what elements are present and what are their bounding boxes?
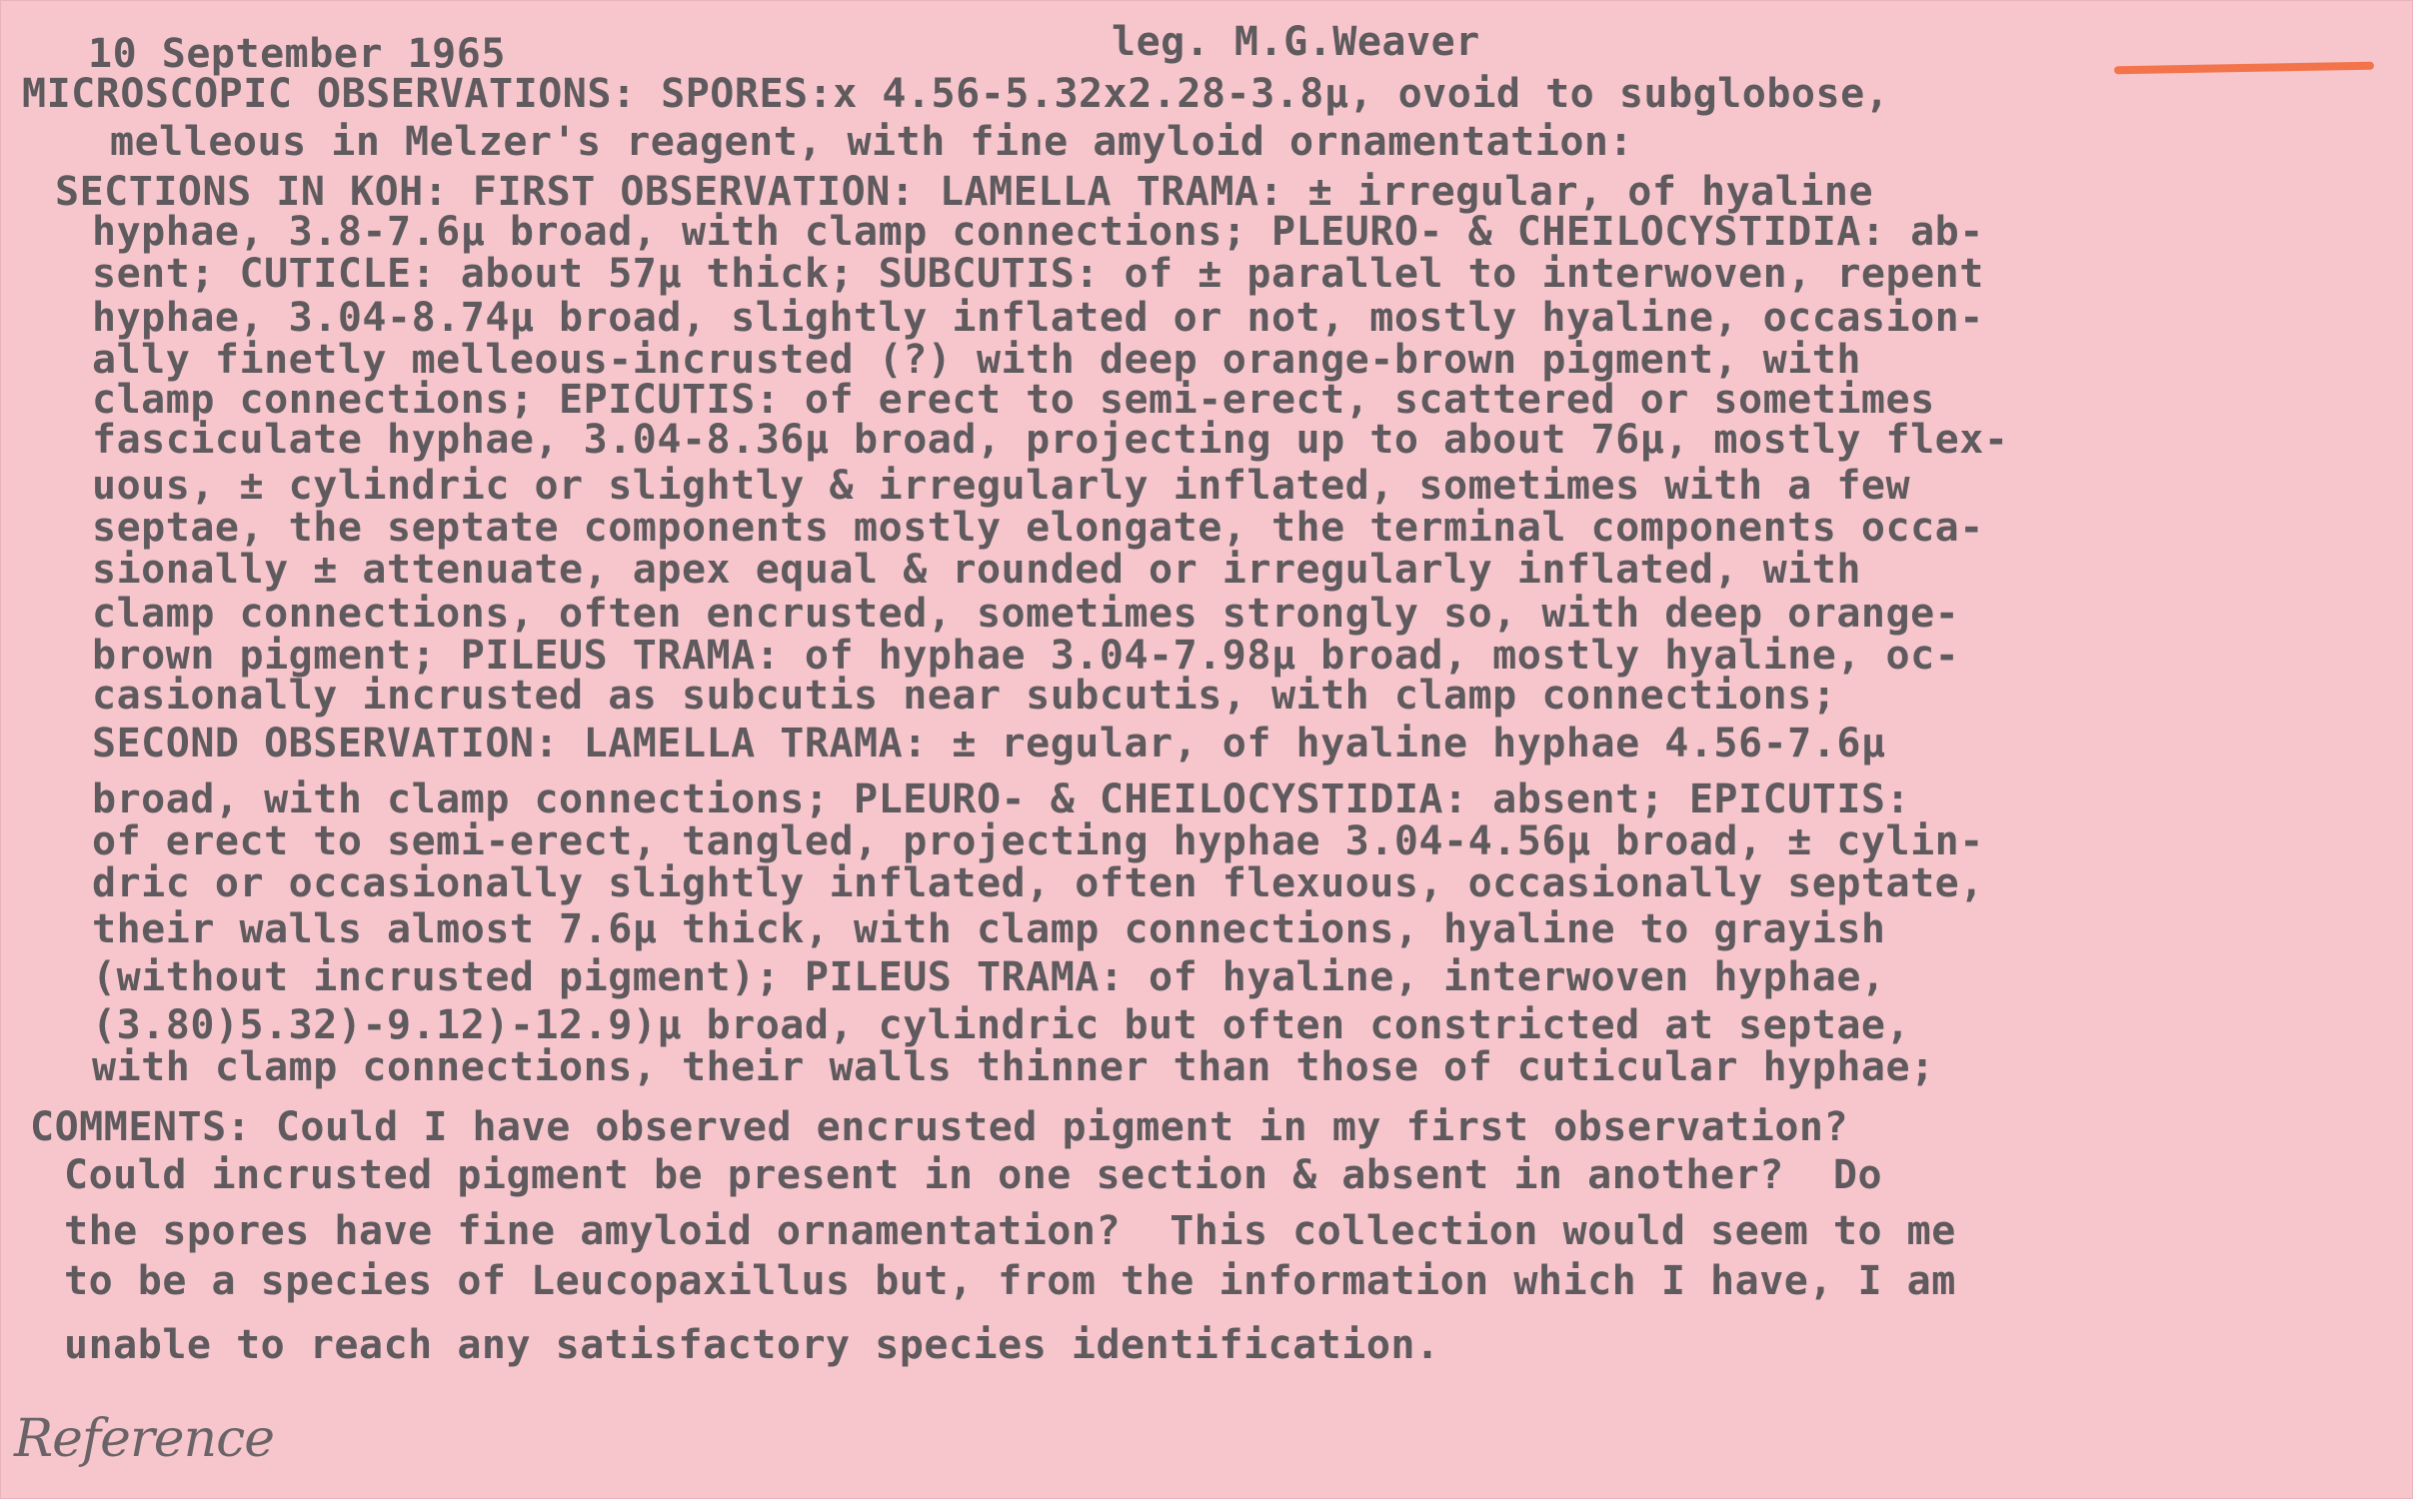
text-line: melleous in Melzer's reagent, with fine amyloid ornamentation: [110,119,1634,165]
text-line: ally finetly melleous-incrusted (?) with deep orange-brown pigment, with [92,337,1861,383]
text-line: Could incrusted pigment be present in one section & absent in another? Do [64,1152,1883,1198]
text-line: uous, ± cylindric or slightly & irregularly inflated, sometimes with a few [92,463,1911,509]
text-line: (without incrusted pigment); PILEUS TRAMA: of hyaline, interwoven hyphae, [92,954,1886,1000]
text-line: SECOND OBSERVATION: LAMELLA TRAMA: ± regular, of hyaline hyphae 4.56-7.6µ [92,721,1886,766]
text-line: septae, the septate components mostly elongate, the terminal components occa- [92,505,1984,551]
orange-pen-mark [2114,62,2374,75]
card-date: 10 September 1965 [88,31,506,77]
text-line: unable to reach any satisfactory species identification. [64,1322,1440,1368]
text-line: hyphae, 3.8-7.6µ broad, with clamp connections; PLEURO- & CHEILOCYSTIDIA: ab- [92,209,1984,255]
text-line: clamp connections, often encrusted, sometimes strongly so, with deep orange- [92,591,1960,637]
text-line: their walls almost 7.6µ thick, with clamp connections, hyaline to grayish [92,906,1886,952]
text-line: casionally incrusted as subcutis near subcutis, with clamp connections; [92,673,1837,719]
text-line: sionally ± attenuate, apex equal & rounded or irregularly inflated, with [92,547,1861,593]
text-line: with clamp connections, their walls thinner than those of cuticular hyphae; [92,1044,1935,1090]
text-line: SECTIONS IN KOH: FIRST OBSERVATION: LAMELLA TRAMA: ± irregular, of hyaline [55,169,1874,215]
text-line: the spores have fine amyloid ornamentation? This collection would seem to me [64,1208,1956,1254]
text-line: COMMENTS: Could I have observed encrusted pigment in my first observation? [30,1104,1849,1150]
text-line: broad, with clamp connections; PLEURO- & CHEILOCYSTIDIA: absent; EPICUTIS: [92,776,1911,822]
text-line: clamp connections; EPICUTIS: of erect to semi-erect, scattered or sometimes [92,377,1935,423]
text-line: fasciculate hyphae, 3.04-8.36µ broad, projecting up to about 76µ, mostly flex- [92,417,2009,463]
text-line: of erect to semi-erect, tangled, projecting hyphae 3.04-4.56µ broad, ± cylin- [92,818,1984,864]
text-line: (3.80)5.32)-9.12)-12.9)µ broad, cylindric but often constricted at septae, [92,1002,1911,1048]
text-line: sent; CUTICLE: about 57µ thick; SUBCUTIS: of ± parallel to interwoven, repent [92,251,1984,297]
text-line: hyphae, 3.04-8.74µ broad, slightly inflated or not, mostly hyaline, occasion- [92,295,1984,341]
text-line: dric or occasionally slightly inflated, often flexuous, occasionally septate, [92,860,1984,906]
text-line: MICROSCOPIC OBSERVATIONS: SPORES:x 4.56-5.32x2.28-3.8µ, ovoid to subglobose, [22,71,1890,117]
collector-label: leg. M.G.Weaver [1112,19,1480,65]
handwritten-note: Reference [14,1409,274,1469]
text-line: to be a species of Leucopaxillus but, from the information which I have, I am [64,1258,1956,1304]
text-line: brown pigment; PILEUS TRAMA: of hyphae 3.04-7.98µ broad, mostly hyaline, oc- [92,633,1960,679]
